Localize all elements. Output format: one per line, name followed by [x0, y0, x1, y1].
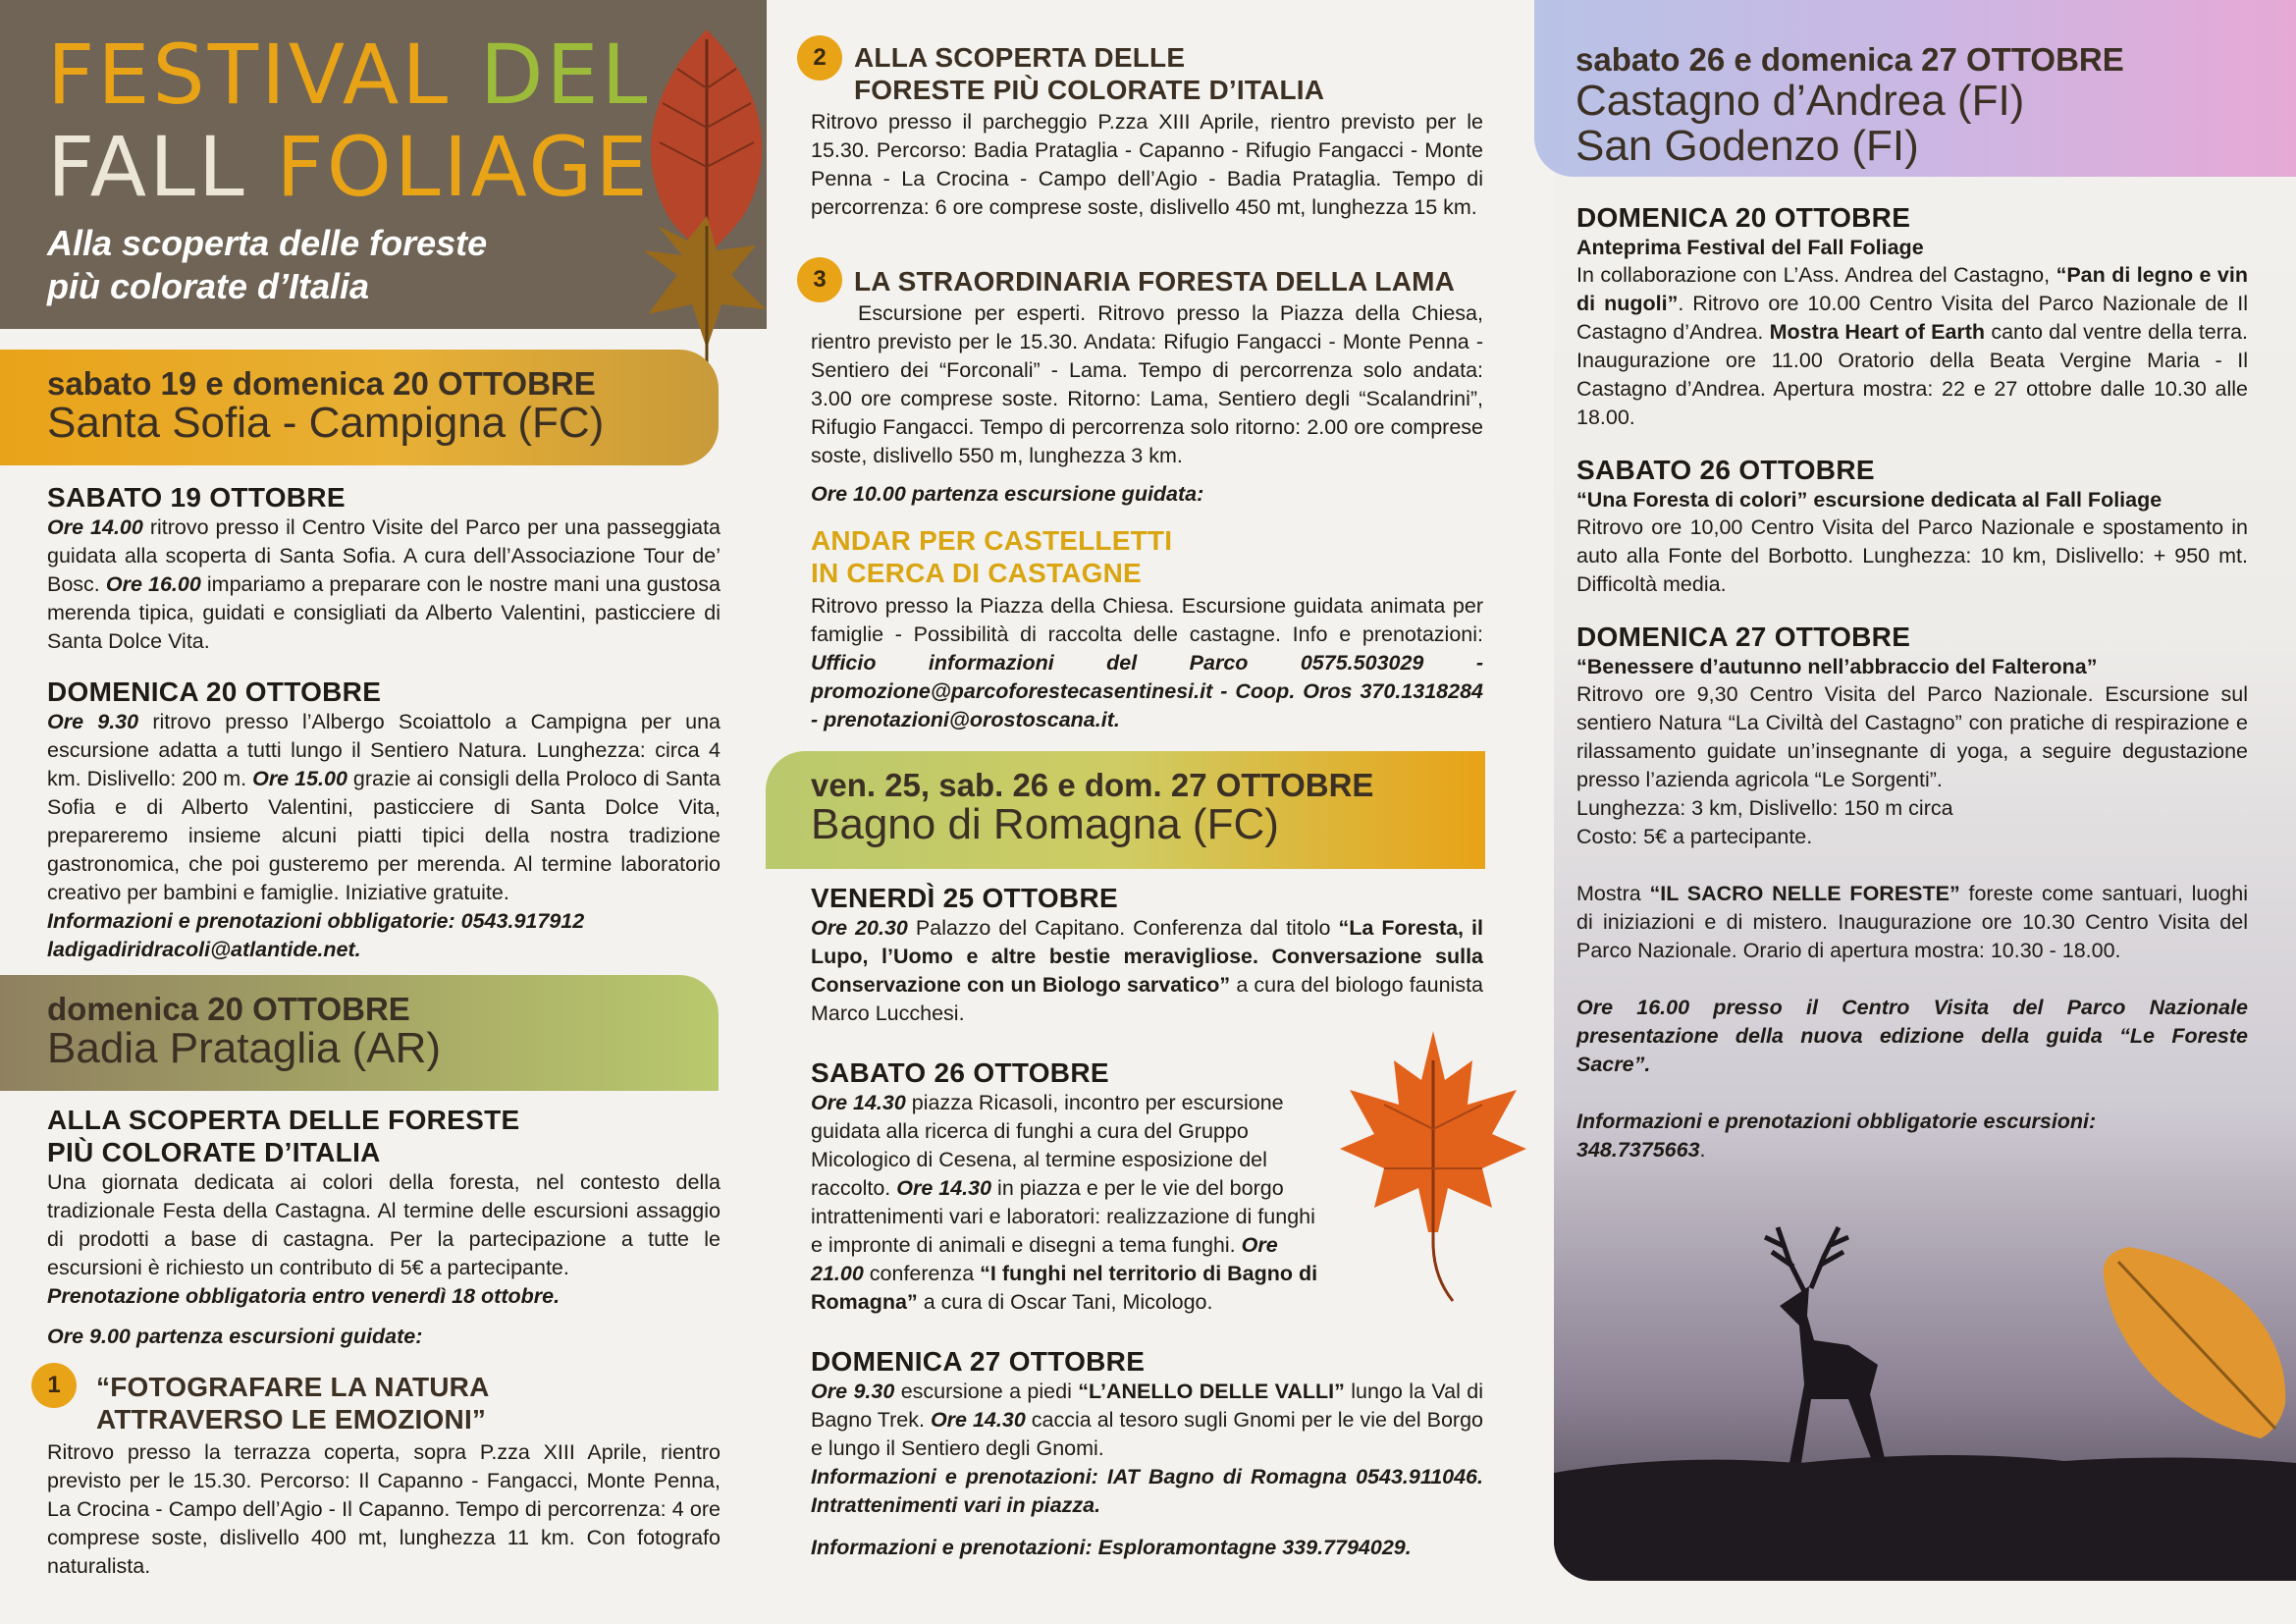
title-fall: FALL: [47, 119, 247, 215]
excursion-2-badge: 2: [797, 35, 842, 81]
maple-leaf-icon: [1335, 1021, 1531, 1306]
title-festival: FESTIVAL: [47, 27, 452, 123]
castagno-place-1: Castagno d’Andrea (FI): [1575, 77, 2025, 125]
badia-content: [47, 1104, 721, 1351]
deer-silhouette-illustration: [1554, 1168, 2296, 1581]
castagno-place-2: San Godenzo (FI): [1575, 122, 1919, 170]
bagno-info: Informazioni e prenotazioni: IAT Bagno di Romagna 0543.911046. Intrattenimenti vari in piazza.: [811, 1465, 1483, 1517]
badia-prenotazione: Prenotazione obbligatoria entro venerdì 18 ottobre.: [47, 1284, 561, 1308]
band-santa-sofia: [0, 350, 719, 465]
domenica-27-heading: DOMENICA 27 OTTOBRE: [811, 1346, 1146, 1377]
excursion-2-title: ALLA SCOPERTA DELLE FORESTE PIÙ COLORATE D’ITALIA: [854, 42, 1325, 105]
castagno-content: [1576, 201, 2248, 1164]
venerdi-25-text: Ore 20.30 Palazzo del Capitano. Conferenza dal titolo “La Foresta, il Lupo, l’Uomo e altre bestie meravigliose. Conversazione sulla Conservazione con un Biologo sarvatico” a cura del biologo faunista Marco Lucchesi.: [811, 916, 1483, 1025]
castagno-mostra: Mostra “IL SACRO NELLE FORESTE” foreste come santuari, luoghi di iniziazioni e di mistero. Inaugurazione ore 10.30 Centro Visita del Parco Nazionale. Orario di apertura mostra: 10.30 - 18.00.: [1576, 882, 2248, 962]
santa-sofia-place: Santa Sofia - Campigna (FC): [47, 399, 605, 447]
ore10-partenza: Ore 10.00 partenza escursione guidata:: [811, 482, 1204, 506]
bagno-footer: Informazioni e prenotazioni: Esploramontagne 339.7794029.: [811, 1536, 1412, 1559]
festival-title-line2: [47, 119, 651, 215]
autumn-leaves-illustration: [609, 29, 805, 383]
domenica-20-text: Ore 9.30 ritrovo presso l’Albergo Scoiattolo a Campigna per una escursione adatta a tutti lungo il Sentiero Natura. Lunghezza: circa 4 km. Dislivello: 200 m. Ore 15.00 grazie ai consigli della Proloco di Santa Sofia e di Alberto Valentini, pasticciere di Santa Dolce Vita, prepareremo insieme alcuni piatti tipici della nostra tradizione gastronomica, che poi gusteremo per merenda. Al termine laboratorio creativo per bambini e famiglie. Iniziative gratuite.: [47, 710, 721, 904]
bagno-content: [811, 882, 1483, 1028]
castagno-d27-cost: Costo: 5€ a partecipante.: [1576, 825, 1813, 848]
excursion-1-badge: 1: [31, 1363, 77, 1408]
domenica-20-heading: DOMENICA 20 OTTOBRE: [47, 677, 382, 707]
band-castagno: [1534, 0, 2296, 177]
sabato-19-heading: SABATO 19 OTTOBRE: [47, 482, 346, 513]
title-del: DEL: [479, 27, 651, 123]
excursion-3-title: LA STRAORDINARIA FORESTA DELLA LAMA: [854, 266, 1456, 297]
bagno-sabato-block: [811, 1056, 1321, 1317]
bagno-place: Bagno di Romagna (FC): [811, 800, 1279, 848]
title-foliage: FOLIAGE: [276, 119, 651, 215]
sabato-19-text: Ore 14.00 ritrovo presso il Centro Visite del Parco per una passeggiata guidata alla scoperta di Santa Sofia. A cura dell’Associazione Tour de’ Bosc. Ore 16.00 impariamo a preparare con le nostre mani una gustosa merenda tipica, guidati e consigliati da Alberto Valentini, pasticciere di Santa Dolce Vita.: [47, 515, 721, 653]
santa-sofia-content: [47, 481, 721, 964]
festival-subtitle: [47, 222, 487, 308]
band-badia-prataglia: [0, 975, 719, 1091]
castagno-s26-text: Ritrovo ore 10,00 Centro Visita del Parco Nazionale e spostamento in auto alla Fonte del Borbotto. Lunghezza: 10 km, Dislivello: + 950 mt. Difficoltà media.: [1576, 515, 2248, 596]
bagno-domenica-block: [811, 1345, 1483, 1562]
badia-place: Badia Prataglia (AR): [47, 1024, 442, 1072]
castagno-d20-heading: DOMENICA 20 OTTOBRE: [1576, 202, 1911, 233]
excursion-3-text: Escursione per esperti. Ritrovo presso la Piazza della Chiesa, rientro previsto per le 15.30. Andata: Rifugio Fangacci - Monte Penna - Sentiero dei “Forconali” - Lama. Tempo di percorrenza solo andata: 3.00 ore comprese soste. Ritorno: Lama, Sentiero degli “Scalandrini”, Rifugio Fangacci. Tempo di percorrenza solo ritorno: 2.00 ore comprese soste, dislivello 550 m, lunghezza 3 km.: [811, 301, 1483, 467]
venerdi-25-heading: VENERDÌ 25 OTTOBRE: [811, 883, 1118, 913]
orange-leaf-icon: [2104, 1247, 2286, 1438]
domenica-27-text: Ore 9.30 escursione a piedi “L’ANELLO DELLE VALLI” lungo la Val di Bagno Trek. Ore 14.30 caccia al tesoro sugli Gnomi per le vie del Borgo e lungo il Sentiero degli Gnomi.: [811, 1380, 1483, 1460]
castelletti-title: ANDAR PER CASTELLETTI IN CERCA DI CASTAGNE: [811, 525, 1173, 588]
excursion-2-text: Ritrovo presso il parcheggio P.zza XIII Aprile, rientro previsto per le 15.30. Percorso: Badia Prataglia - Capanno - Rifugio Fangacci - Monte Penna - La Crocina - Campo dell’Agio - Badia Prataglia. Tempo di percorrenza: 6 ore comprese soste, dislivello 450 mt, lunghezza 15 km.: [811, 110, 1483, 219]
band-bagno-di-romagna: [766, 751, 1485, 869]
subtitle-line2: più colorate d’Italia: [47, 266, 370, 306]
sabato-26-heading: SABATO 26 OTTOBRE: [811, 1057, 1109, 1088]
castelletti-text: Ritrovo presso la Piazza della Chiesa. Escursione guidata animata per famiglie - Possibilità di raccolta delle castagne. Info e prenotazioni: Ufficio informazioni del Parco 0575.503029 - promozione@parcoforestecasentinesi.it - Coop. Oros 370.1318284 - prenotazioni@orostoscana.it.: [811, 594, 1483, 731]
castagno-d20-sub: Anteprima Festival del Fall Foliage: [1576, 236, 1924, 259]
castagno-info: Informazioni e prenotazioni obbligatorie escursioni: 348.7375663.: [1576, 1110, 2097, 1162]
castagno-d27-sub: “Benessere d’autunno nell’abbraccio del Falterona”: [1576, 655, 2098, 678]
excursion-1-text: Ritrovo presso la terrazza coperta, sopra P.zza XIII Aprile, rientro previsto per le 15.30. Percorso: Il Capanno - Fangacci, Monte Penna, La Crocina - Campo dell’Agio - Il Capanno. Tempo di percorrenza: 4 ore comprese soste, dislivello 400 mt, lunghezza 11 km. Con fotografo naturalista.: [47, 1440, 721, 1578]
santa-sofia-date: sabato 19 e domenica 20 OTTOBRE: [47, 365, 596, 402]
badia-text: Una giornata dedicata ai colori della foresta, nel contesto della tradizionale Festa della Castagna. Al termine delle escursioni assaggio di prodotti a base di castagna. Per la partecipazione a tutte le escursioni è richiesto un contributo di 5€ a partecipante.: [47, 1170, 721, 1279]
santa-sofia-info: Informazioni e prenotazioni obbligatorie: 0543.917912 ladigadiridracoli@atlantide.net.: [47, 909, 585, 961]
castagno-s26-heading: SABATO 26 OTTOBRE: [1576, 455, 1875, 485]
badia-partenza: Ore 9.00 partenza escursioni guidate:: [47, 1325, 423, 1348]
castagno-ore16: Ore 16.00 presso il Centro Visita del Parco Nazionale presentazione della nuova edizione della guida “Le Foreste Sacre”.: [1576, 996, 2248, 1076]
sabato-26-text: Ore 14.30 piazza Ricasoli, incontro per escursione guidata alla ricerca di funghi a cura del Gruppo Micologico di Cesena, al termine esposizione del raccolto. Ore 14.30 in piazza e per le vie del borgo intrattenimenti vari e laboratori: realizzazione di funghi e impronte di animali e disegni a tema funghi. Ore 21.00 conferenza “I funghi nel territorio di Bagno di Romagna” a cura di Oscar Tani, Micologo.: [811, 1091, 1318, 1314]
bagno-date: ven. 25, sab. 26 e dom. 27 OTTOBRE: [811, 767, 1374, 803]
festival-title-line1: [47, 27, 651, 123]
excursion-1-title: “FOTOGRAFARE LA NATURA ATTRAVERSO LE EMOZIONI”: [96, 1372, 490, 1435]
subtitle-line1: Alla scoperta delle foreste: [47, 223, 488, 263]
castagno-d27-heading: DOMENICA 27 OTTOBRE: [1576, 622, 1911, 652]
deer-icon: [1765, 1227, 1886, 1463]
excursion-3-badge: 3: [797, 257, 842, 302]
castagno-d27-len: Lunghezza: 3 km, Dislivello: 150 m circa: [1576, 796, 1953, 820]
badia-date: domenica 20 OTTOBRE: [47, 991, 410, 1027]
castagno-d20-text: In collaborazione con L’Ass. Andrea del Castagno, “Pan di legno e vin di nugoli”. Ritrovo ore 10.00 Centro Visita del Parco Nazionale de Il Castagno d’Andrea. Mostra Heart of Earth canto dal ventre della terra. Inaugurazione ore 11.00 Oratorio della Beata Vergine Maria - Il Castagno d’Andrea. Apertura mostra: 22 e 27 ottobre dalle 10.30 alle 18.00.: [1576, 263, 2249, 429]
castagno-date: sabato 26 e domenica 27 OTTOBRE: [1575, 41, 2124, 78]
castagno-s26-sub: “Una Foresta di colori” escursione dedicata al Fall Foliage: [1576, 488, 2163, 512]
castagno-d27-text: Ritrovo ore 9,30 Centro Visita del Parco Nazionale. Escursione sul sentiero Natura “La Civiltà del Castagno” con pratiche di respirazione e rilassamento guidate un’insegnante di yoga, a seguire degustazione presso l’azienda agricola “Le Sorgenti”.: [1576, 682, 2248, 791]
badia-heading: ALLA SCOPERTA DELLE FORESTE PIÙ COLORATE D’ITALIA: [47, 1105, 520, 1167]
